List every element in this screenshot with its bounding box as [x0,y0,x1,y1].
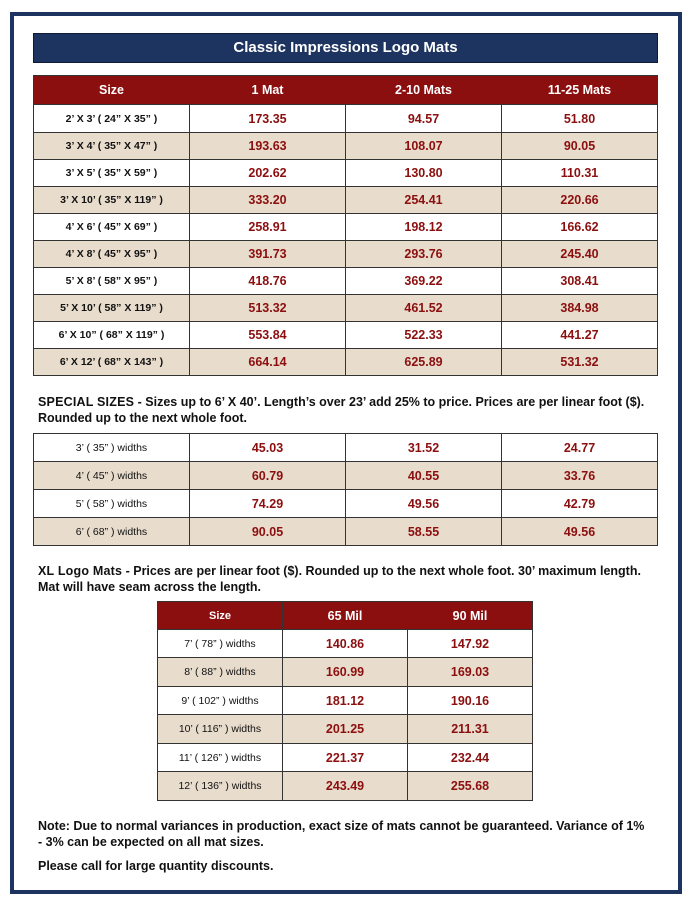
price-cell: 190.16 [408,687,533,715]
table-row [34,241,658,268]
price-cell: 461.52 [346,295,502,322]
table-row [34,434,658,462]
table-row [158,744,533,772]
size-cell: 4’ X 6’ ( 45” X 69” ) [34,214,190,241]
table-row [34,322,658,349]
price-cell: 130.80 [346,160,502,187]
price-cell: 369.22 [346,268,502,295]
price-cell: 90.05 [190,518,346,546]
header-2-10-mats: 2-10 Mats [346,76,502,105]
price-cell: 40.55 [346,462,502,490]
size-cell: 3’ ( 35” ) widths [34,434,190,462]
price-cell: 293.76 [346,241,502,268]
table-row [34,187,658,214]
price-cell: 166.62 [502,214,658,241]
price-cell: 173.35 [190,105,346,133]
size-cell: 4’ X 8’ ( 45” X 95” ) [34,241,190,268]
table-row [34,105,658,133]
size-cell: 5’ ( 58” ) widths [34,490,190,518]
price-cell: 221.37 [283,744,408,772]
size-cell: 5’ X 8’ ( 58” X 95” ) [34,268,190,295]
price-cell: 201.25 [283,715,408,744]
price-cell: 110.31 [502,160,658,187]
header-11-25-mats: 11-25 Mats [502,76,658,105]
size-cell: 6’ ( 68” ) widths [34,518,190,546]
price-cell: 391.73 [190,241,346,268]
price-cell: 198.12 [346,214,502,241]
table-row [34,490,658,518]
size-cell: 12’ ( 136” ) widths [158,772,283,801]
size-cell: 6’ X 12’ ( 68” X 143” ) [34,349,190,376]
price-cell: 31.52 [346,434,502,462]
price-cell: 522.33 [346,322,502,349]
table-row [34,133,658,160]
price-cell: 308.41 [502,268,658,295]
price-cell: 255.68 [408,772,533,801]
price-cell: 49.56 [346,490,502,518]
variance-note: Note: Due to normal variances in production, exact size of mats cannot be guaranteed. Variance of 1% - 3% can be expected on all mat sizes. [38,819,645,849]
price-cell: 202.62 [190,160,346,187]
price-cell: 140.86 [283,630,408,658]
header-size: Size [158,602,283,630]
size-cell: 8’ ( 88” ) widths [158,658,283,687]
price-cell: 74.29 [190,490,346,518]
price-cell: 193.63 [190,133,346,160]
header-1-mat: 1 Mat [190,76,346,105]
special-sizes-note [38,394,650,426]
price-cell: 418.76 [190,268,346,295]
table-row [34,268,658,295]
price-cell: 243.49 [283,772,408,801]
special-sizes-lead: SPECIAL SIZES [38,395,135,409]
size-cell: 2’ X 3’ ( 24” X 35” ) [34,105,190,133]
size-cell: 5’ X 10’ ( 58” X 119” ) [34,295,190,322]
table-row [158,630,533,658]
price-cell: 553.84 [190,322,346,349]
xl-logo-mats-text: - Prices are per linear foot ($). Rounded up to the next whole foot. 30’ maximum length. Mat will have seam across the length. [38,564,641,594]
xl-logo-mats-lead: XL Logo Mats [38,564,123,578]
size-cell: 10’ ( 116” ) widths [158,715,283,744]
size-cell: 9’ ( 102” ) widths [158,687,283,715]
header-90-mil: 90 Mil [408,602,533,630]
price-cell: 42.79 [502,490,658,518]
table-row [34,214,658,241]
page-title: Classic Impressions Logo Mats [33,33,658,63]
price-cell: 147.92 [408,630,533,658]
price-cell: 60.79 [190,462,346,490]
quantity-discount-note: Please call for large quantity discounts. [38,859,274,873]
price-cell: 441.27 [502,322,658,349]
price-cell: 45.03 [190,434,346,462]
price-cell: 254.41 [346,187,502,214]
table-row [34,518,658,546]
size-cell: 11’ ( 126” ) widths [158,744,283,772]
price-cell: 220.66 [502,187,658,214]
header-size: Size [34,76,190,105]
price-cell: 90.05 [502,133,658,160]
price-cell: 232.44 [408,744,533,772]
price-cell: 108.07 [346,133,502,160]
size-cell: 3’ X 10’ ( 35” X 119” ) [34,187,190,214]
price-cell: 181.12 [283,687,408,715]
price-cell: 333.20 [190,187,346,214]
header-65-mil: 65 Mil [283,602,408,630]
price-cell: 384.98 [502,295,658,322]
table-row [158,715,533,744]
price-cell: 160.99 [283,658,408,687]
xl-table-header [158,602,533,630]
table-row [158,658,533,687]
price-cell: 258.91 [190,214,346,241]
table-row [34,160,658,187]
size-cell: 3’ X 5’ ( 35” X 59” ) [34,160,190,187]
xl-logo-mats-note [38,563,650,595]
xl-logo-mats-table [157,601,533,801]
price-cell: 51.80 [502,105,658,133]
price-cell: 49.56 [502,518,658,546]
price-cell: 94.57 [346,105,502,133]
table-row [34,462,658,490]
price-cell: 58.55 [346,518,502,546]
price-cell: 513.32 [190,295,346,322]
special-sizes-text: - Sizes up to 6’ X 40’. Length’s over 23’ add 25% to price. Prices are per linear foot ($). Rounded up to the next whole foot. [38,395,645,425]
special-sizes-table [33,433,658,546]
price-cell: 24.77 [502,434,658,462]
price-cell: 169.03 [408,658,533,687]
size-cell: 7’ ( 78” ) widths [158,630,283,658]
size-cell: 3’ X 4’ ( 35” X 47” ) [34,133,190,160]
main-price-table [33,75,658,376]
price-cell: 664.14 [190,349,346,376]
price-cell: 211.31 [408,715,533,744]
table-row [158,772,533,801]
main-table-header [34,76,658,105]
price-cell: 625.89 [346,349,502,376]
table-row [34,349,658,376]
price-cell: 33.76 [502,462,658,490]
size-cell: 4’ ( 45” ) widths [34,462,190,490]
price-cell: 531.32 [502,349,658,376]
price-cell: 245.40 [502,241,658,268]
table-row [34,295,658,322]
table-row [158,687,533,715]
size-cell: 6’ X 10” ( 68” X 119” ) [34,322,190,349]
